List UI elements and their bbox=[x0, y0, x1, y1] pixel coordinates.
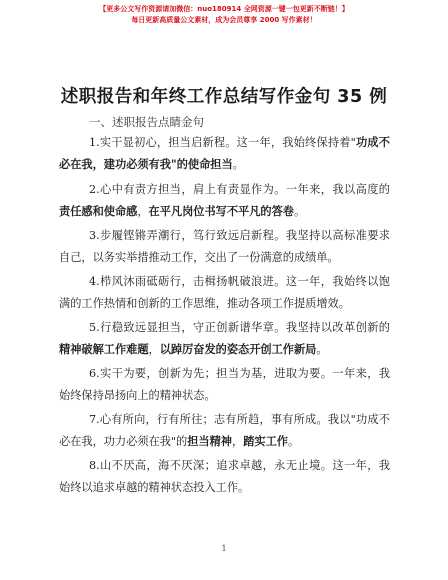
item-text: 8.山不厌高，海不厌深；追求卓越，永无止境。这一年，我始终以追求卓越的精神状态投入工作。 bbox=[59, 459, 390, 494]
item-bold-text: 精神破解工作难题 bbox=[59, 343, 149, 356]
item-bold-text: 担当精神 bbox=[187, 435, 232, 448]
list-item bbox=[59, 271, 390, 315]
list-item bbox=[59, 225, 390, 269]
item-text: 3.步履铿锵弄潮行，笃行致远启新程。我坚持以高标准要求自己，以务实举措推动工作，交出了一份满意的成绩单。 bbox=[59, 229, 390, 264]
item-text: 。 bbox=[316, 343, 328, 356]
item-text: 5.行稳致远显担当，守正创新谱华章。我坚持以改革创新的 bbox=[89, 321, 390, 334]
list-item bbox=[59, 409, 390, 453]
promo-line-2: 每日更新高质量公文素材，成为会员尊享 2000 写作素材！ bbox=[131, 16, 317, 24]
list-item bbox=[59, 317, 390, 361]
item-text: 2.心中有责方担当，肩上有责显作为。一年来，我以高度的 bbox=[89, 183, 390, 196]
list-item bbox=[59, 363, 390, 407]
promo-line-1: 【更多公文写作资源请加微信：nuo180914 全网资源一键一包更新不断链！】 bbox=[99, 5, 349, 13]
list-item bbox=[59, 455, 390, 499]
section-heading: 一、述职报告点睛金句 bbox=[89, 115, 204, 129]
item-bold-text: 在平凡岗位书写不平凡的答卷 bbox=[148, 205, 294, 218]
item-bold-text: 踏实工作 bbox=[243, 435, 288, 448]
item-text: ， bbox=[148, 343, 160, 356]
item-text: 。 bbox=[287, 435, 300, 448]
item-text: 1.实干显初心，担当启新程。这一年，我始终保持着" bbox=[89, 136, 356, 149]
item-bold-text: 责任感和使命感 bbox=[59, 205, 138, 218]
item-text: 6.实干为要，创新为先；担当为基，进取为要。一年来，我始终保持昂扬向上的精神状态。 bbox=[59, 367, 390, 402]
item-text: 。 bbox=[293, 205, 306, 218]
page-number: 1 bbox=[221, 544, 227, 553]
item-bold-text: 以踔厉奋发的姿态开创工作新局 bbox=[159, 343, 317, 356]
item-text: 7.心有所向，行有所往；志有所趋，事有所成。我以"功成不必在我，功力必须在我"的 bbox=[59, 413, 390, 448]
item-text: ， bbox=[231, 435, 244, 448]
item-text: 。 bbox=[232, 158, 244, 171]
item-text: ， bbox=[137, 205, 149, 218]
page-title: 述职报告和年终工作总结写作金句 35 例 bbox=[60, 87, 388, 107]
item-text: 4.栉风沐雨砥砺行，击楫扬帆破浪进。这一年，我始终以饱满的工作热情和创新的工作思维，推动各项工作提质增效。 bbox=[59, 275, 390, 310]
list-item bbox=[59, 179, 390, 223]
item-bold-text: 功成不必在我，建功必须有我"的使命担当 bbox=[59, 136, 390, 171]
promo-banner bbox=[0, 4, 448, 26]
list-item bbox=[59, 132, 390, 176]
